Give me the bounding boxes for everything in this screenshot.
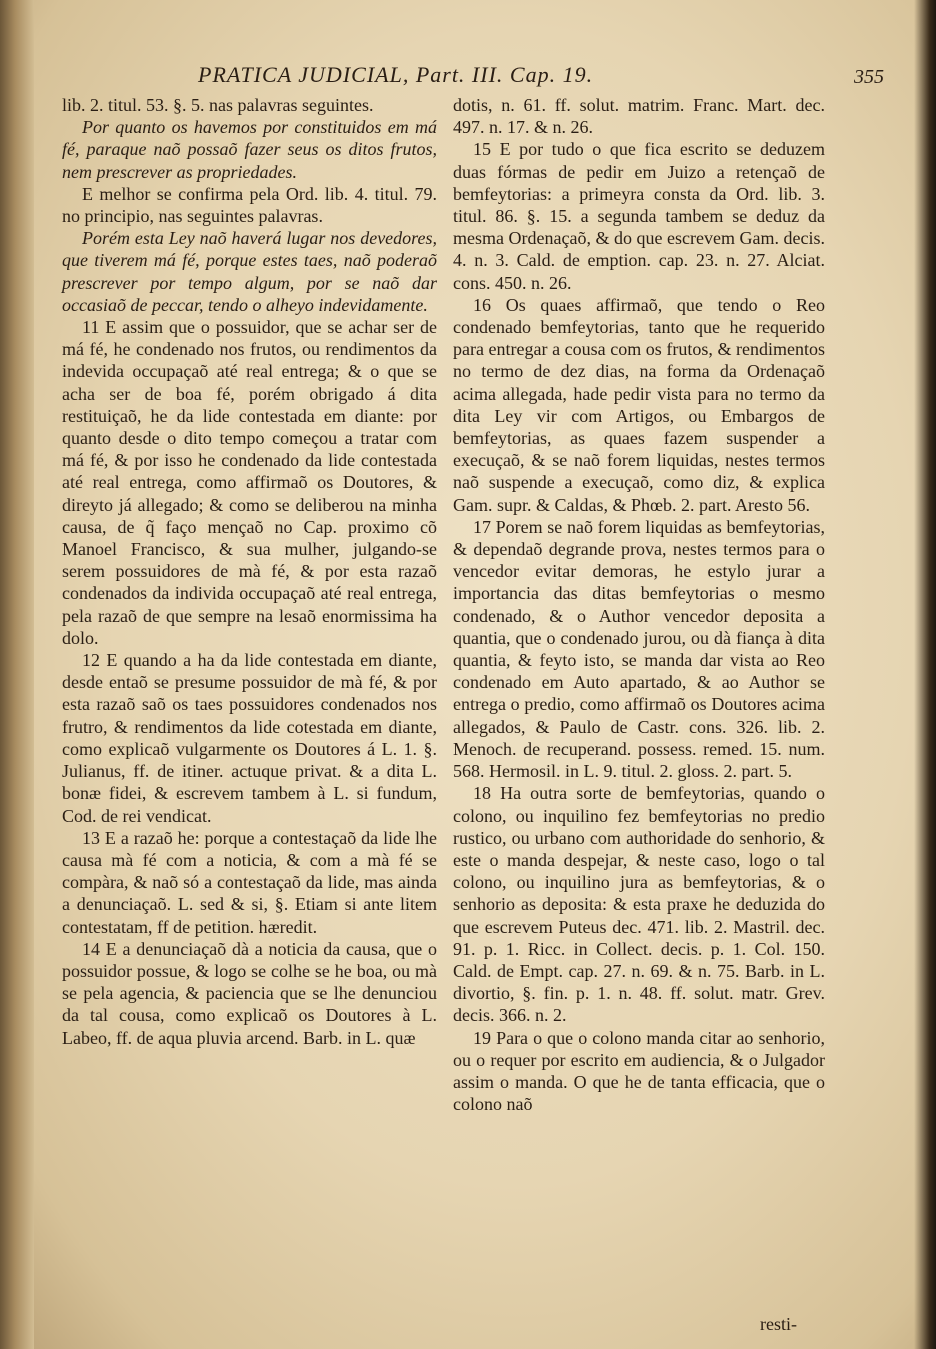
- page-number: 355: [854, 66, 884, 88]
- right-paragraph-18: 18 Ha outra sorte de bemfeytorias, quando o colono, ou inquilino fez bemfeytorias no predio rustico, ou urbano com authoridade do senhorio, & este o manda despejar, & neste caso, logo o tal colono, ou inquilino jura as bemfeytorias, & o senhorio as deposita: & esta praxe he deduzida do que escrevem Puteus dec. 471. lib. 2. Mastril. dec. 91. p. 1. Ricc. in Collect. decis. p. 1. Col. 150. Cald. de Empt. cap. 27. n. 69. & n. 75. Barb. in L. divortio, §. fin. p. 1. n. 48. ff. solut. matr. Grev. decis. 366. n. 2.: [453, 783, 825, 1026]
- catchword: resti-: [760, 1314, 797, 1334]
- left-paragraph: lib. 2. titul. 53. §. 5. nas palavras seguintes.: [62, 95, 374, 115]
- right-paragraph-19: 19 Para o que o colono manda citar ao senhorio, ou o requer por escrito em audiencia, & o Julgador assim o manda. O que he de tanta efficacia, que o colono naõ: [453, 1027, 825, 1115]
- left-paragraph-14: 14 E a denunciaçaõ dà a noticia da causa, que o possuidor possue, & logo se colhe se he boa, ou mà se pela agencia, & paciencia que se lhe denunciou da tal cousa, como explicaõ os Doutores à L. Labeo, ff. de aqua pluvia arcend. Barb. in L. quæ: [62, 938, 437, 1048]
- left-paragraph: E melhor se confirma pela Ord. lib. 4. titul. 79. no principio, nas seguintes palavras.: [62, 183, 437, 227]
- right-paragraph-17: 17 Porem se naõ forem liquidas as bemfeytorias, & dependaõ degrande prova, nestes termos para o vencedor evitar demoras, he estylo jurar a importancia das ditas bemfeytorias o mesmo condenado, & o Author vencedor deposita a quantia, que o condenado jurou, ou dà fiança à dita quantia, & feyto isto, se manda dar vista ao Reo condenado em Auto apartado, & ao Author se entrega o predio, como affirmaõ os Doutores acima allegados, & Paulo de Castr. cons. 326. lib. 2. Menoch. de recuperand. possess. remed. 15. num. 568. Hermosil. in L. 9. titul. 2. gloss. 2. part. 5.: [453, 516, 825, 782]
- page-gutter: [0, 0, 34, 1349]
- left-column: [62, 94, 437, 1049]
- right-column: [453, 94, 825, 1115]
- running-header: [60, 62, 884, 94]
- left-paragraph-11: 11 E assim que o possuidor, que se achar ser de má fé, he condenado nos frutos, ou rendimentos da indevida occupaçaõ até real entrega; & o que se acha ser de boa fé, porém obrigado á dita restituiçaõ, he da lide contestada em diante: por quanto desde o dito tempo começou a tratar com má fé, & por isso he condenado da lide contestada até real entrega, como affirmaõ os Doutores, & direyto já allegado; & como se deliberou na minha causa, de q̃ faço mençaõ no Cap. proximo cõ Manoel Francisco, & sua mulher, julgando-se serem possuidores de mà fé, & por esta razaõ condenados da individa occupaçaõ até real entrega, pela razaõ de que sempre na lesaõ enormissima ha dolo.: [62, 317, 437, 648]
- right-paragraph-16: 16 Os quaes affirmaõ, que tendo o Reo condenado bemfeytorias, tanto que he requerido para entregar a cousa com os frutos, & rendimentos no termo de dez dias, na forma da Ordenaçaõ acima allegada, hade pedir vista para no termo da dita Ley vir com Artigos, ou Embargos de bemfeytorias, as quaes fazem suspender a execuçaõ, & se naõ forem liquidas, nestes termos naõ suspende a execuçaõ, como diz, & explica Gam. supr. & Caldas, & Phœb. 2. part. Aresto 56.: [453, 294, 825, 515]
- page-edge-shadow: [914, 0, 936, 1349]
- left-quotation: Por quanto os havemos por constituidos em má fé, paraque naõ possaõ fazer seus os ditos frutos, nem prescrever as propriedades.: [62, 117, 437, 182]
- left-quotation: Porém esta Ley naõ haverá lugar nos devedores, que tiverem má fé, porque estes taes, naõ poderaõ prescrever por tempo algum, por se naõ dar occasiaõ de peccar, tendo o alheyo indevidamente.: [62, 228, 437, 315]
- left-paragraph-13: 13 E a razaõ he: porque a contestaçaõ da lide lhe causa mà fé com a noticia, & com a mà fé se compàra, & naõ só a contestaçaõ da lide, mas ainda a denunciaçaõ. L. sed & si, §. Etiam si ante litem contestatam, ff de petition. hæredit.: [62, 827, 437, 937]
- right-paragraph-15: 15 E por tudo o que fica escrito se deduzem duas fórmas de pedir em Juizo a retençaõ de bemfeytorias: a primeyra consta da Ord. lib. 3. titul. 86. §. 15. a segunda tambem se deduz da mesma Ordenaçaõ, & do que escrevem Gam. decis. 4. n. 3. Cald. de emption. cap. 23. n. 27. Alciat. cons. 450. n. 26.: [453, 139, 825, 293]
- left-paragraph-12: 12 E quando a ha da lide contestada em diante, desde entaõ se presume possuidor de mà fé, & por esta razaõ saõ os taes possuidores condenados nos frutro, & rendimentos da lide cotestada em diante, como explicaõ vulgarmente os Doutores á L. 1. §. Julianus, ff. de itiner. actuque privat. & a dita L. bonæ fidei, & escrevem tambem à L. si fundum, Cod. de rei vendicat.: [62, 650, 437, 826]
- right-paragraph: dotis, n. 61. ff. solut. matrim. Franc. Mart. dec. 497. n. 17. & n. 26.: [453, 95, 825, 138]
- running-title: PRATICA JUDICIAL, Part. III. Cap. 19.: [198, 62, 594, 87]
